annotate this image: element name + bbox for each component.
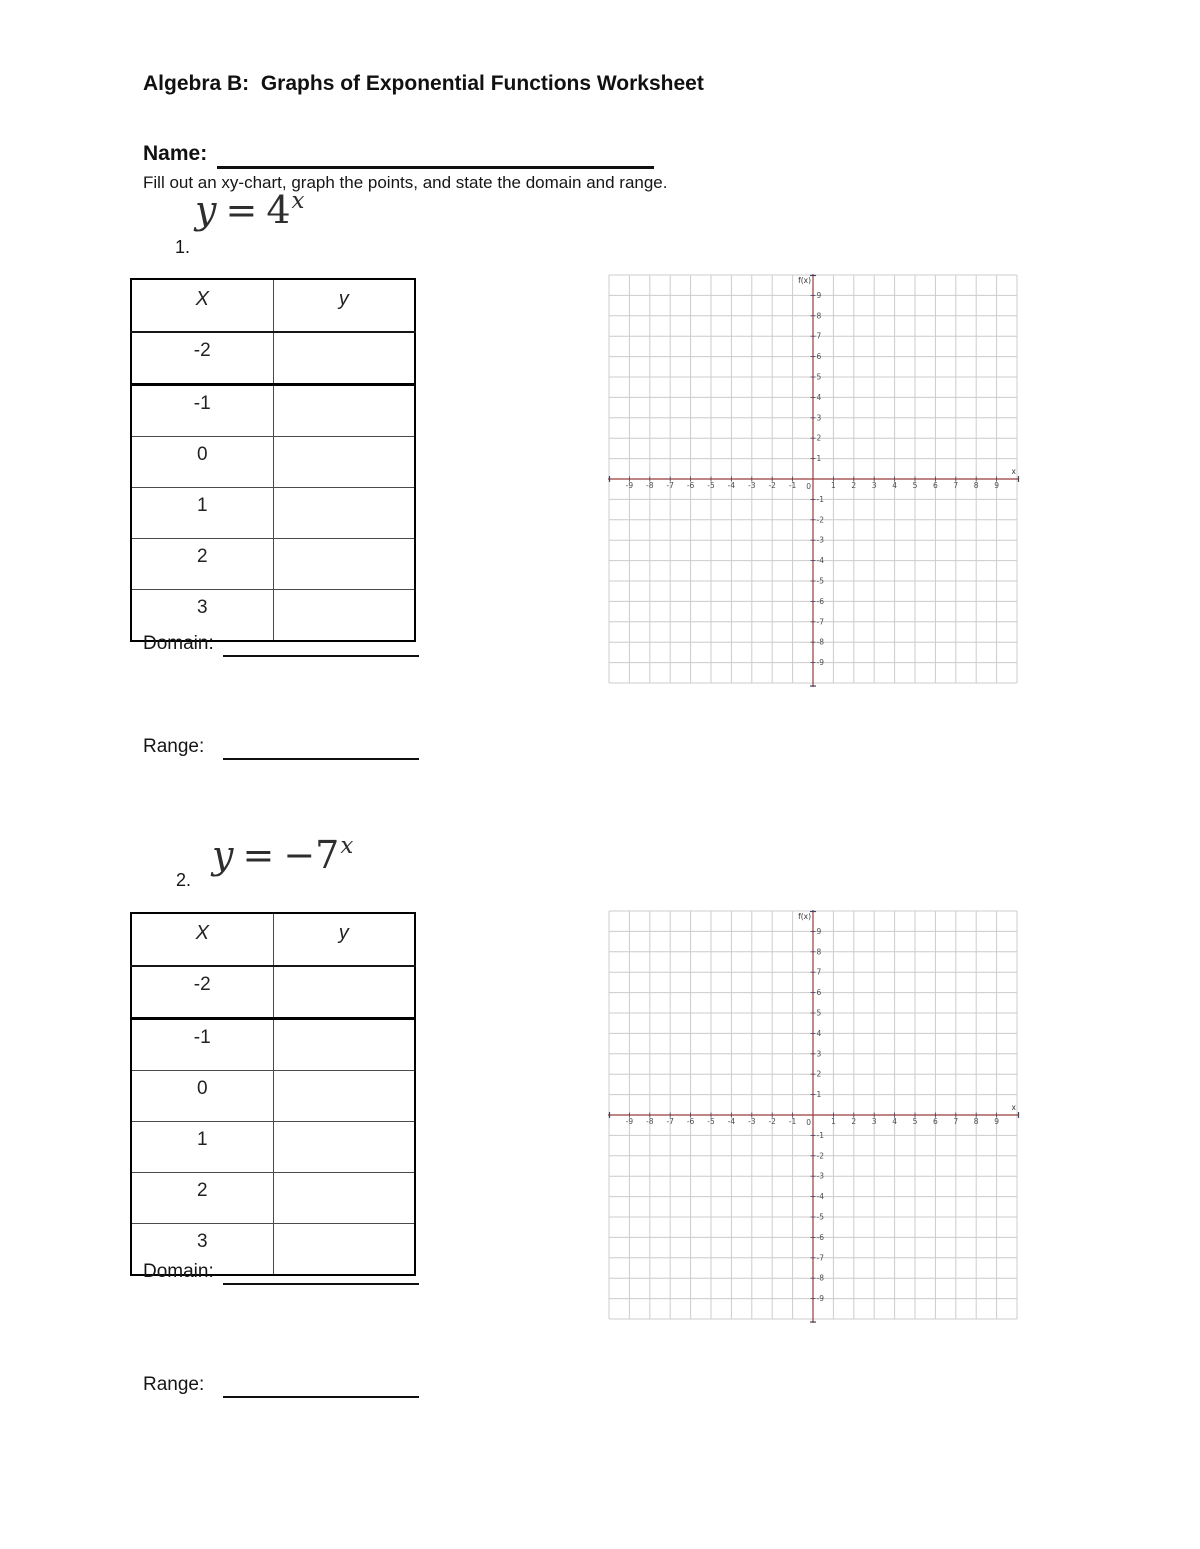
y-axis-tick-label: 8 [816,311,822,321]
x-axis-tick-label: -5 [707,1117,715,1126]
x-value-cell: 2 [131,539,273,590]
x-axis-tick-label: -3 [748,481,756,490]
equation-2-base: −7 [283,833,340,877]
x-axis-tick-label: 9 [994,1117,999,1126]
table-row [131,539,415,590]
x-axis-tick-label: -5 [707,481,715,490]
y-axis-tick-label: 4 [816,392,822,402]
name-label: Name: [143,142,208,165]
x-axis-tick-label: -7 [666,481,674,490]
domain-label: Domain: [143,1261,214,1282]
y-value-cell-blank[interactable] [273,385,415,437]
origin-label: 0 [806,482,811,491]
table-header-row [131,913,415,966]
table-row [131,488,415,539]
y-axis-tick-label: -1 [816,1130,824,1140]
y-axis-tick-label: 3 [816,1049,822,1059]
x-axis-tick-label: 6 [933,1117,938,1126]
x-value-cell: 3 [131,1224,273,1276]
equation-1-exponent: x [291,188,305,214]
y-axis-tick-label: 2 [816,433,822,443]
x-axis-tick-label: -4 [727,1117,736,1126]
x-value-cell: -1 [131,1019,273,1071]
x-axis-tick-label: -1 [788,1117,797,1126]
range-label: Range: [143,736,205,757]
x-column-header: X [131,913,273,966]
xy-table-1 [130,278,416,642]
y-value-cell-blank[interactable] [273,1071,415,1122]
equation-2-variable: y [212,833,234,877]
y-axis-name-label: f(x) [798,912,811,921]
y-axis-tick-label: -3 [816,1171,824,1181]
x-value-cell: -2 [131,966,273,1019]
y-axis-name-label: f(x) [798,276,811,285]
equation-2 [212,833,353,877]
x-value-cell: 3 [131,590,273,642]
x-value-cell: -1 [131,385,273,437]
y-axis-tick-label: -8 [816,1273,824,1283]
x-value-cell: 1 [131,488,273,539]
problem-2-number: 2. [176,870,192,890]
y-axis-tick-label: 4 [816,1028,822,1038]
x-column-header: X [131,279,273,332]
x-axis-tick-label: 8 [973,1117,979,1126]
table-row [131,1173,415,1224]
y-axis-tick-label: -9 [816,1294,824,1304]
x-axis-tick-label: 8 [973,481,979,490]
x-axis-tick-label: 7 [953,481,959,490]
y-column-header: y [273,279,415,332]
y-axis-tick-label: -2 [816,515,824,525]
range-label: Range: [143,1374,205,1395]
y-value-cell-blank[interactable] [273,539,415,590]
x-axis-name-label: x [1011,1103,1016,1112]
equation-1-variable: y [195,188,217,232]
x-axis-tick-label: -6 [686,481,695,490]
equation-2-equals: = [242,833,275,877]
x-axis-tick-label: -4 [727,481,736,490]
domain-row-1 [143,630,419,657]
x-axis-tick-label: -8 [646,1117,654,1126]
x-axis-tick-label: -1 [788,481,797,490]
y-axis-tick-label: 1 [816,454,822,464]
y-value-cell-blank[interactable] [273,437,415,488]
x-axis-tick-label: 7 [953,1117,959,1126]
x-axis-tick-label: 2 [851,481,857,490]
equation-1-base: 4 [266,188,291,232]
x-axis-tick-label: -6 [686,1117,695,1126]
page-title: Algebra B: Graphs of Exponential Functions Worksheet [143,72,704,95]
y-axis-tick-label: 8 [816,947,822,957]
equation-1-equals: = [225,188,258,232]
x-axis-tick-label: -3 [748,1117,756,1126]
y-axis-tick-label: -1 [816,494,824,504]
table-row [131,1019,415,1071]
y-axis-tick-label: 2 [816,1069,822,1079]
y-axis-tick-label: -8 [816,637,824,647]
y-value-cell-blank[interactable] [273,488,415,539]
y-value-cell-blank[interactable] [273,966,415,1019]
domain-blank-line[interactable] [223,630,419,657]
x-axis-tick-label: 5 [912,1117,918,1126]
equation-1 [195,188,304,232]
x-axis-tick-label: 4 [892,1117,897,1126]
coordinate-grid-1[interactable] [609,275,1017,683]
problem-1-number: 1. [175,237,191,257]
table-row [131,332,415,385]
name-row [143,138,654,169]
domain-row-2 [143,1258,419,1285]
origin-label: 0 [806,1118,811,1127]
y-axis-tick-label: -5 [816,1212,824,1222]
y-axis-tick-label: 6 [816,352,822,362]
y-value-cell-blank[interactable] [273,1173,415,1224]
range-blank-line[interactable] [223,1371,419,1398]
y-axis-tick-label: -7 [816,617,824,627]
y-axis-tick-label: -4 [816,556,824,566]
y-axis-tick-label: -3 [816,535,824,545]
instruction-text: Fill out an xy-chart, graph the points, and state the domain and range. [143,173,668,192]
y-axis-tick-label: 1 [816,1090,822,1100]
y-value-cell-blank[interactable] [273,1122,415,1173]
table-row [131,437,415,488]
table-header-row [131,279,415,332]
xy-table-2 [130,912,416,1276]
y-axis-tick-label: -2 [816,1151,824,1161]
y-axis-tick-label: 9 [816,290,822,300]
range-row-1 [143,733,419,760]
y-axis-tick-label: -6 [816,596,824,606]
x-axis-tick-label: -9 [625,481,634,490]
x-axis-tick-label: 1 [831,1117,836,1126]
y-axis-tick-label: 6 [816,988,822,998]
x-axis-tick-label: 3 [871,481,877,490]
table-row [131,1122,415,1173]
range-row-2 [143,1371,419,1398]
x-axis-tick-label: -2 [768,1117,776,1126]
coordinate-grid-2[interactable] [609,911,1017,1319]
y-axis-tick-label: -9 [816,658,824,668]
x-value-cell: -2 [131,332,273,385]
x-axis-tick-label: 4 [892,481,897,490]
table-row [131,385,415,437]
name-blank-line[interactable] [217,138,654,169]
equation-2-exponent: x [340,833,354,859]
y-axis-tick-label: 7 [816,967,822,977]
x-axis-tick-label: -7 [666,1117,674,1126]
y-axis-tick-label: 3 [816,413,822,423]
x-axis-tick-label: 1 [831,481,836,490]
range-blank-line[interactable] [223,733,419,760]
y-axis-tick-label: 5 [816,372,822,382]
y-axis-tick-label: -4 [816,1192,824,1202]
y-axis-tick-label: -7 [816,1253,824,1263]
y-axis-tick-label: 5 [816,1008,822,1018]
y-axis-tick-label: 7 [816,331,822,341]
x-axis-tick-label: -9 [625,1117,634,1126]
y-value-cell-blank[interactable] [273,332,415,385]
x-axis-tick-label: -2 [768,481,776,490]
x-axis-tick-label: 9 [994,481,999,490]
domain-blank-line[interactable] [223,1258,419,1285]
x-axis-tick-label: 3 [871,1117,877,1126]
y-column-header: y [273,913,415,966]
domain-label: Domain: [143,633,214,654]
x-value-cell: 1 [131,1122,273,1173]
y-axis-tick-label: -5 [816,576,824,586]
x-value-cell: 0 [131,437,273,488]
y-value-cell-blank[interactable] [273,1019,415,1071]
table-row [131,966,415,1019]
x-axis-tick-label: -8 [646,481,654,490]
y-axis-tick-label: 9 [816,926,822,936]
x-axis-tick-label: 6 [933,481,938,490]
x-axis-tick-label: 2 [851,1117,857,1126]
x-value-cell: 0 [131,1071,273,1122]
table-row [131,1071,415,1122]
y-axis-tick-label: -6 [816,1232,824,1242]
x-value-cell: 2 [131,1173,273,1224]
x-axis-name-label: x [1011,467,1016,476]
x-axis-tick-label: 5 [912,481,918,490]
